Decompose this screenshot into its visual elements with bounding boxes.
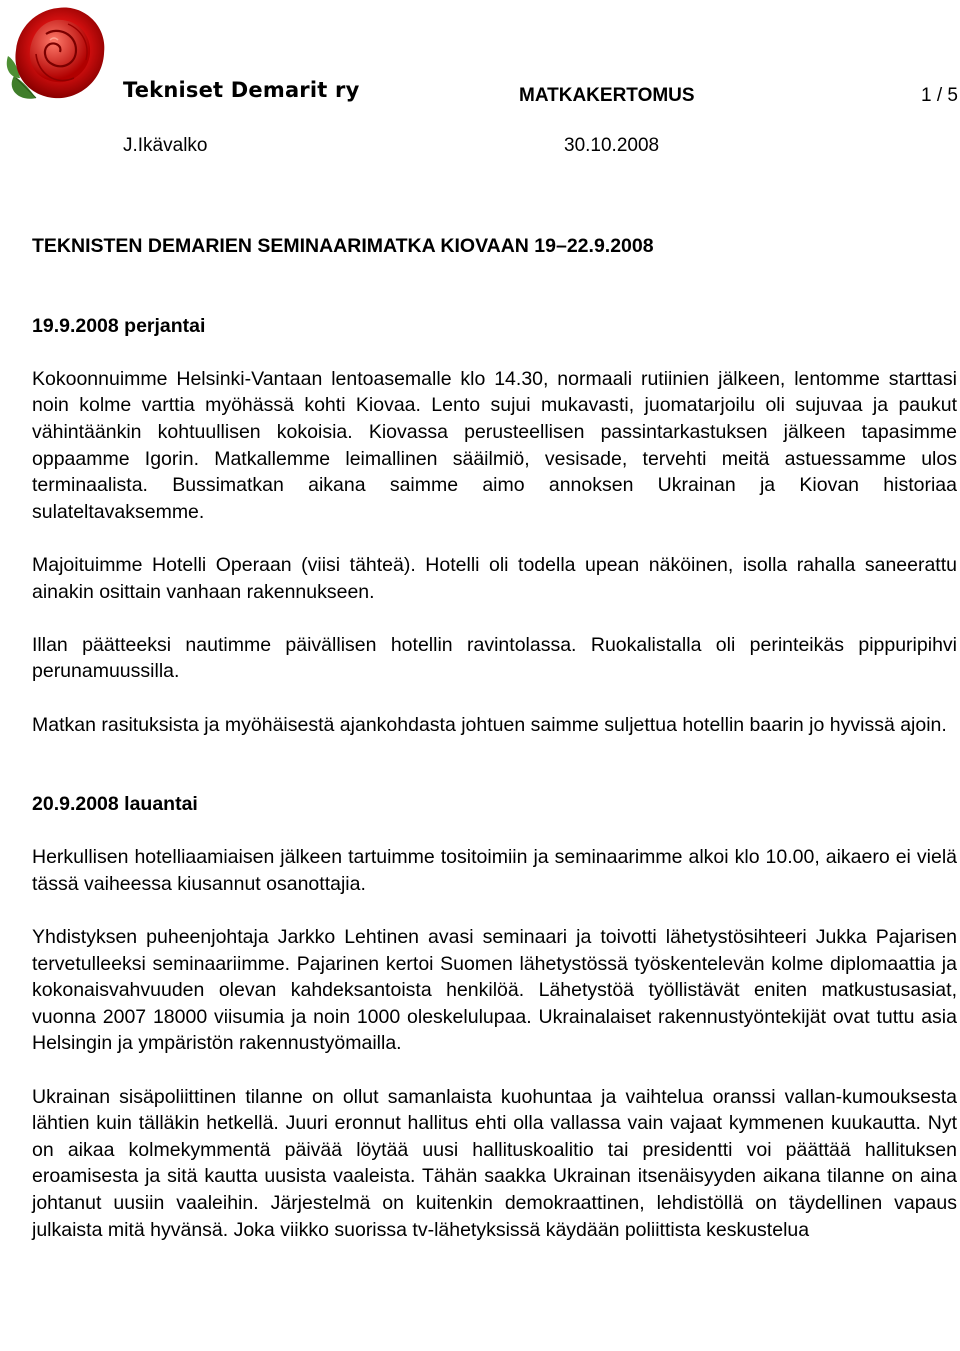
day1-heading: 19.9.2008 perjantai bbox=[32, 314, 206, 337]
day1-paragraph-4: Matkan rasituksista ja myöhäisestä ajankohdasta johtuen saimme suljettua hotellin baarin jo hyvissä ajoin. bbox=[32, 713, 947, 736]
red-rose-logo-icon bbox=[6, 4, 110, 104]
day2-paragraph-3: Ukrainan sisäpoliittinen tilanne on ollut samanlaista kuohuntaa ja vaihtelua oranssi vallan-kumouksesta lähtien kuin tälläkin hetkellä. Juuri eronnut hallitus ehti olla vallassa vain vajaat kymmenen kuukautta. Nyt on aikaa kolmekymmentä päivää löytää uusi hallituskoalitio tai presidentti voi päättää hallituksen eroamisesta ja sitä kautta uusista vaaleista. Tähän saakka Ukrainan itsenäisyyden aikana tilanne on aina johtanut uusiin vaaleihin. Järjestelmä on kuitenkin demokraattinen, lehdistöllä on täydellinen vapaus julkaista mitä hyvänsä. Joka viikko suorissa tv-lähetyksissä käydään poliittista keskustelua bbox=[32, 1085, 957, 1241]
document-body bbox=[32, 233, 957, 1243]
day1-paragraph-2: Majoituimme Hotelli Operaan (viisi tähteä). Hotelli oli todella upean näköinen, isolla rahalla saneerattu ainakin osittain vanhaan rakennukseen. bbox=[32, 553, 957, 603]
day1-paragraph-1: Kokoonnuimme Helsinki-Vantaan lentoasemalle klo 14.30, normaali rutiinien jälkeen, lentomme starttasi noin kolme varttia myöhässä kohti Kiovaa. Lento sujui mukavasti, juomatarjoilu oli sujuvaa ja paukut vähintäänkin kohtuullisen kokoisia. Kiovassa perusteellisen passintarkastuksen jälkeen tapasimme oppaamme Igorin. Matkallemme leimallinen sääilmiö, vesisade, tervehti meitä astuessamme ulos terminaalista. Bussimatkan aikana saimme aimo annoksen Ukrainan ja Kiovan historiaa sulateltavaksemme. bbox=[32, 367, 957, 523]
day1-paragraph-3: Illan päätteeksi nautimme päivällisen hotellin ravintolassa. Ruokalistalla oli perinteikäs pippuripihvi perunamuussilla. bbox=[32, 633, 957, 683]
author-name: J.Ikävalko bbox=[123, 135, 208, 156]
document-title: TEKNISTEN DEMARIEN SEMINAARIMATKA KIOVAAN 19–22.9.2008 bbox=[32, 235, 654, 257]
document-date: 30.10.2008 bbox=[564, 135, 660, 156]
day2-paragraph-2: Yhdistyksen puheenjohtaja Jarkko Lehtinen avasi seminaari ja toivotti lähetystösihteeri Jukka Pajarisen tervetulleeksi seminaariimme. Pajarinen kertoi Suomen lähetystössä työskentelevän kolme diplomaattia ja kokonaisvahvuuden olevan kahdeksantoista henkilöä. Lähetystöä työllistävät eniten matkustusasiat, vuonna 2007 18000 viisumia ja noin 1000 oleskelulupaa. Ukrainalaiset rakennustyöntekijät ovat tuttu asia Helsingin ja ympäristön rakennustyömailla. bbox=[32, 926, 957, 1055]
document-type: MATKAKERTOMUS bbox=[519, 85, 695, 106]
organization-name: Tekniset Demarit ry bbox=[123, 78, 360, 102]
day2-paragraph-1: Herkullisen hotelliaamiaisen jälkeen tartuimme tositoimiin ja seminaarimme alkoi klo 10.00, aikaero ei vielä tässä vaiheessa kiusannut osanottajia. bbox=[32, 846, 957, 895]
day2-heading: 20.9.2008 lauantai bbox=[32, 793, 198, 816]
page-number: 1 / 5 bbox=[921, 85, 958, 106]
